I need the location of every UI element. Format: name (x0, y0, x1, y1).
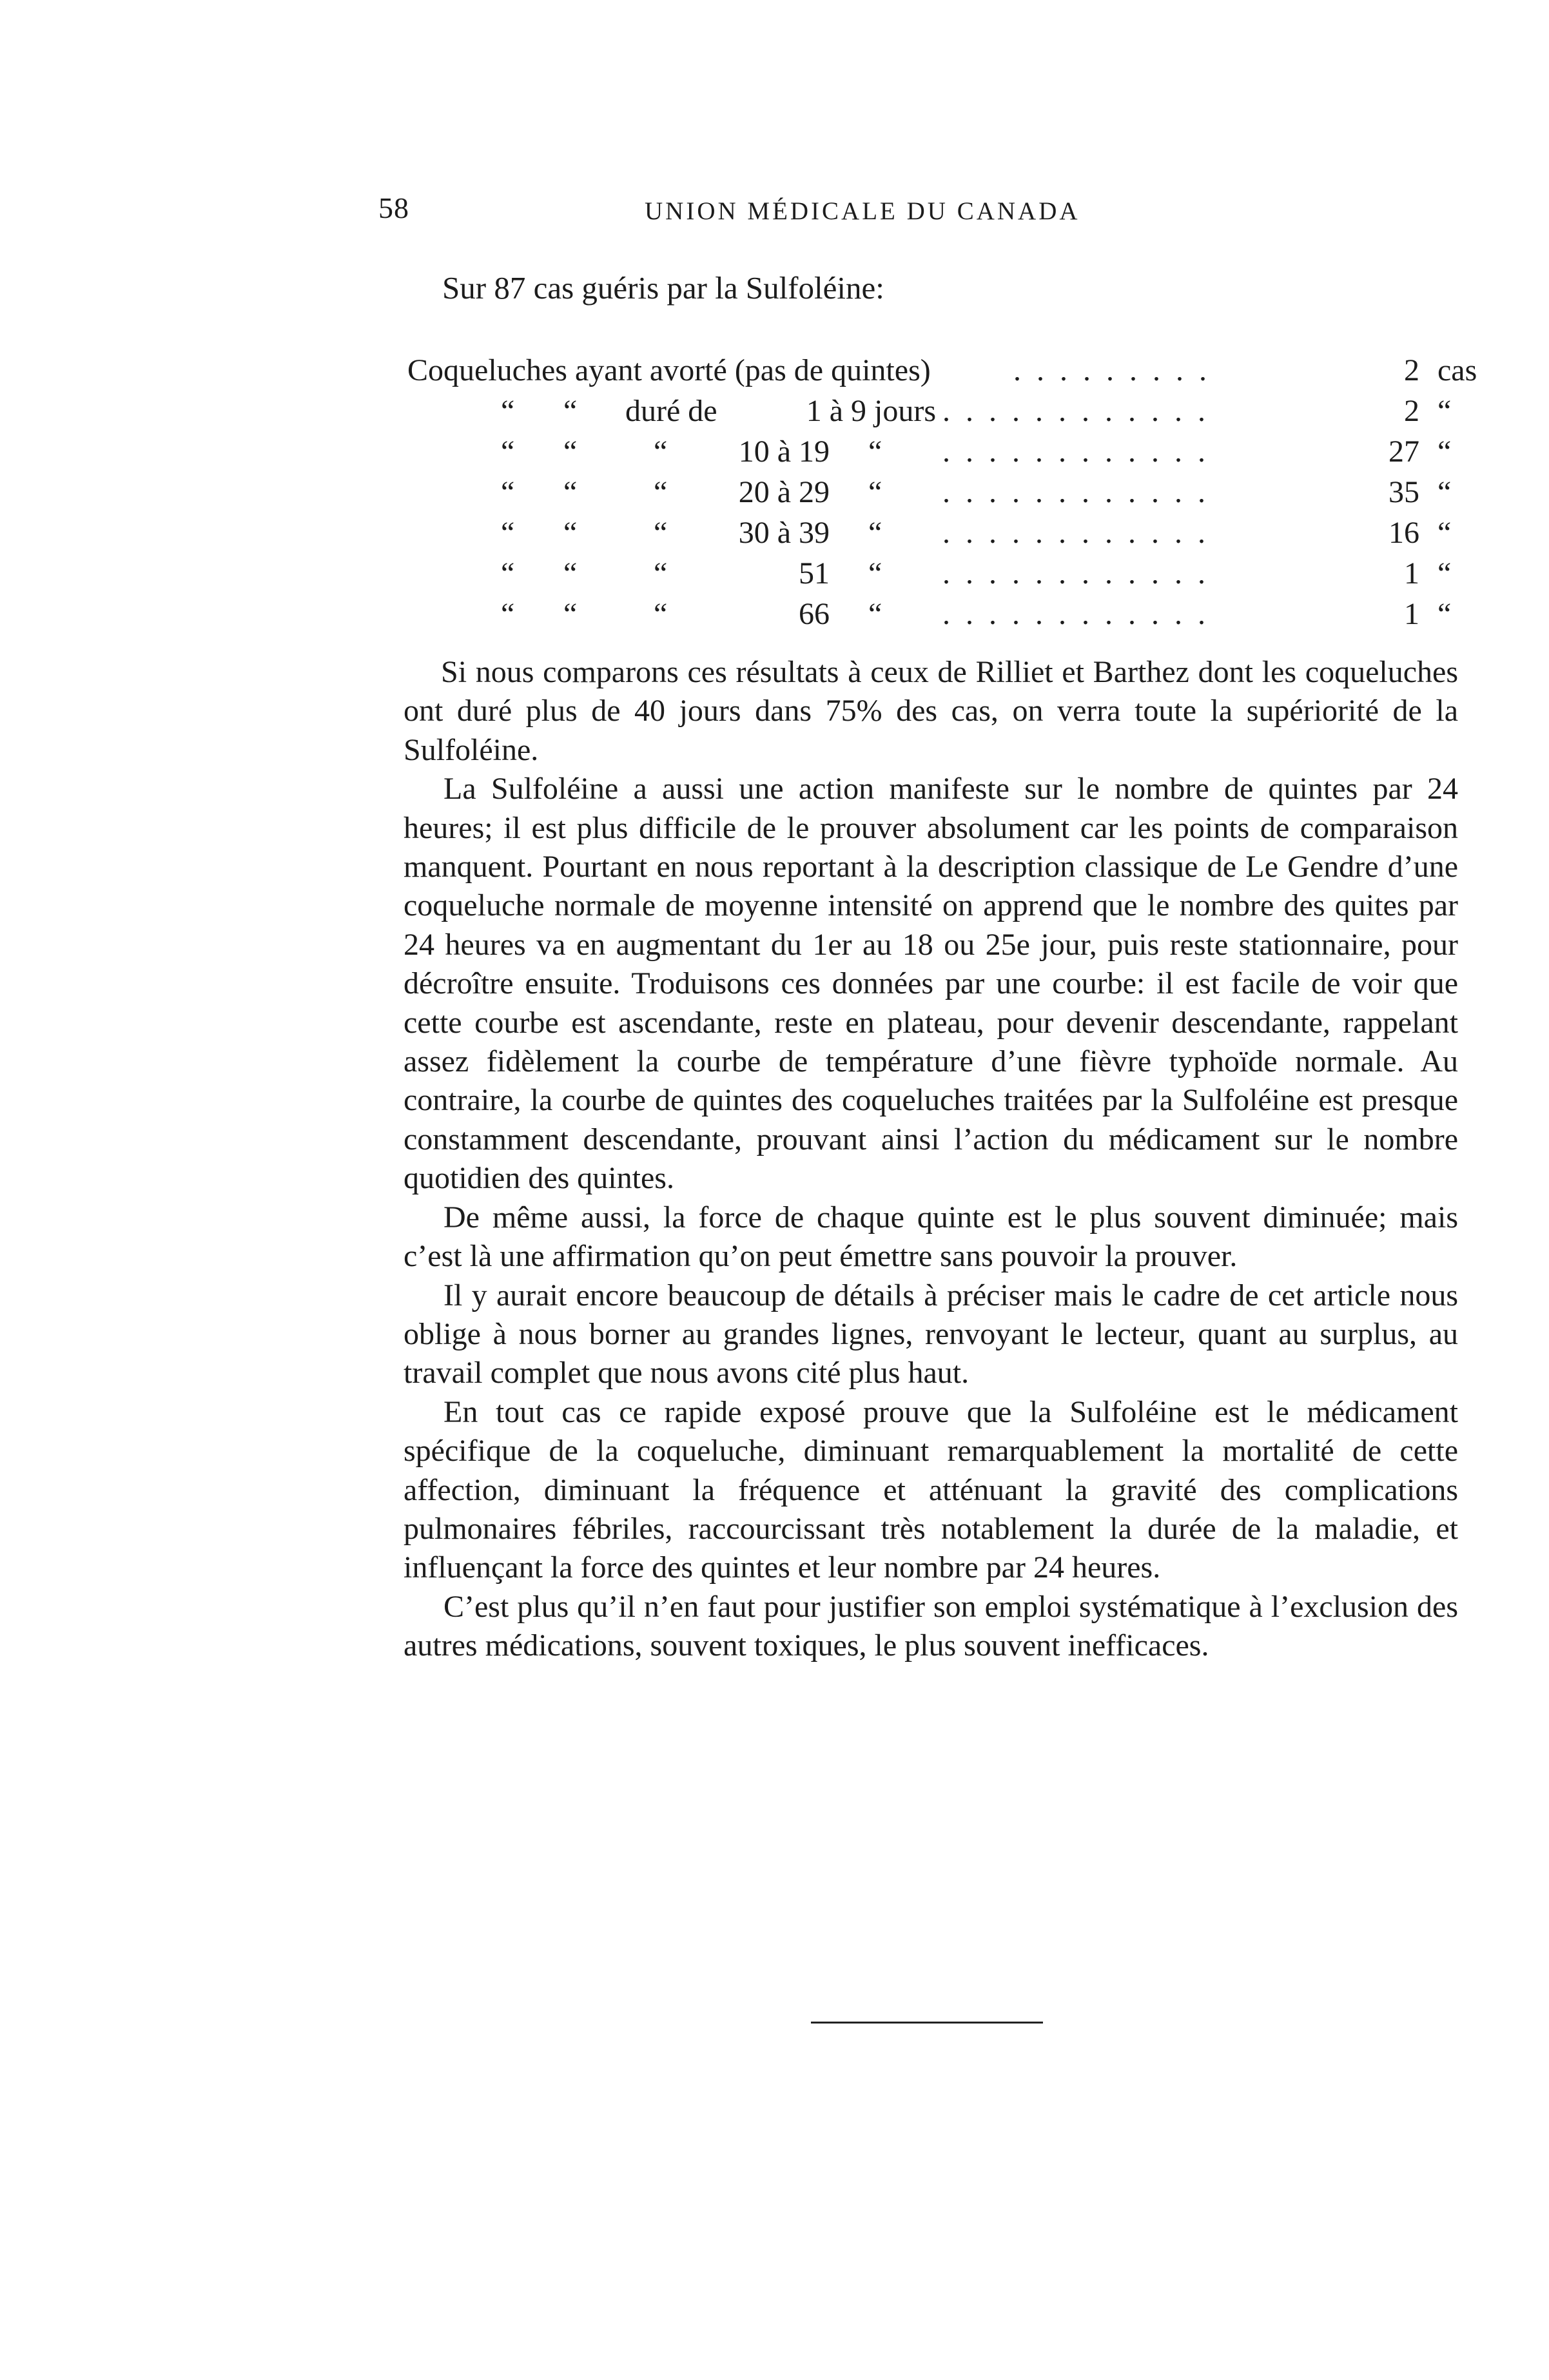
unit-ditto: “ (1437, 597, 1452, 631)
ditto-mark: “ (501, 597, 515, 631)
paragraph: Il y aurait encore beaucoup de détails à préciser mais le cadre de cet article nous oblige à nous borner au grandes lignes, renvoyant le lecteur, quant au surplus, au travail complet que nous avons cité plus haut. (404, 1278, 1458, 1390)
ditto-mark: “ (868, 434, 882, 469)
ditto-mark: “ (868, 556, 882, 590)
ditto-mark: “ (654, 516, 668, 550)
unit-ditto: “ (1437, 475, 1452, 509)
ditto-mark: “ (563, 516, 578, 550)
case-count: 35 (1388, 475, 1419, 509)
tally-row (407, 434, 1465, 474)
unit-label: cas (1437, 353, 1477, 387)
page-number: 58 (378, 191, 409, 224)
duration-range: 51 (799, 556, 830, 590)
ditto-mark: “ (563, 434, 578, 469)
ditto-mark: “ (654, 475, 668, 509)
duration-range: 10 à 19 (738, 434, 830, 469)
leader-dots: . . . . . . . . . . . . (942, 434, 1209, 469)
leader-dots: . . . . . . . . . . . . (942, 556, 1209, 590)
ditto-mark: “ (868, 516, 882, 550)
paragraph: De même aussi, la force de chaque quinte est le plus souvent diminuée; mais c’est là une affirmation qu’on peut émettre sans pouvoir la prouver. (404, 1200, 1458, 1274)
ditto-mark: “ (868, 475, 882, 509)
ditto-mark: “ (501, 556, 515, 590)
case-count: 16 (1388, 516, 1419, 550)
leader-dots: . . . . . . . . . (1013, 353, 1211, 387)
leader-dots: . . . . . . . . . . . . (942, 475, 1209, 509)
tally-intro: Sur 87 cas guéris par la Sulfoléine: (442, 270, 884, 306)
leader-dots: . . . . . . . . . . . . (942, 394, 1209, 428)
paragraph: Si nous comparons ces résultats à ceux de Rilliet et Barthez dont les coqueluches ont duré plus de 40 jours dans 75% des cas, on verra toute la supériorité de la Sulfoléine. (404, 655, 1458, 767)
unit-ditto: “ (1437, 394, 1452, 428)
ditto-mark: “ (654, 556, 668, 590)
tally-row (407, 596, 1465, 637)
ditto-mark: “ (501, 475, 515, 509)
unit-ditto: “ (1437, 516, 1452, 550)
ditto-mark: “ (501, 394, 515, 428)
case-count: 1 (1404, 556, 1419, 590)
case-count: 1 (1404, 597, 1419, 631)
leader-dots: . . . . . . . . . . . . (942, 597, 1209, 631)
case-count: 2 (1404, 353, 1419, 387)
ditto-mark: “ (868, 597, 882, 631)
case-count: 27 (1388, 434, 1419, 469)
ditto-mark: “ (501, 516, 515, 550)
paragraph: En tout cas ce rapide exposé prouve que la Sulfoléine est le médicament spécifique de la coqueluche, diminuant remarquablement la mortalité de cette affection, diminuant la fréquence et atténuant la gravité des complications pulmonaires fébriles, raccourcissant très notablement la durée de la maladie, et influençant la force des quintes et leur nombre par 24 heures. (404, 1394, 1458, 1585)
duration-range: 66 (799, 597, 830, 631)
duration-range: 20 à 29 (738, 475, 830, 509)
unit-ditto: “ (1437, 556, 1452, 590)
end-rule (811, 2022, 1043, 2024)
tally-row (407, 353, 1477, 393)
ditto-mark: “ (563, 556, 578, 590)
duration-range: 1 à 9 jours (806, 394, 936, 428)
paragraph: La Sulfoléine a aussi une action manifeste sur le nombre de quintes par 24 heures; il est plus difficile de le prouver absolument car les points de comparaison manquent. Pourtant en nous reportant à la description classique de Le Gendre d’une coqueluche normale de moyenne intensité on apprend que le nombre des quites par 24 heures va en augmentant du 1er au 18 ou 25e jour, puis reste stationnaire, pour décroître ensuite. Troduisons ces données par une courbe: il est facile de voir que cette courbe est ascendante, reste en plateau, pour devenir descendante, rappelant assez fidèlement la courbe de température d’une fièvre typhoïde normale. Au contraire, la courbe de quintes des coqueluches traitées par la Sulfoléine est presque constamment descendante, prouvant ainsi l’action du médicament sur le nombre quotidien des quintes. (404, 772, 1458, 1196)
case-count: 2 (1404, 394, 1419, 428)
duration-range: 30 à 39 (738, 516, 830, 550)
article-body (404, 653, 1458, 1666)
paragraph: C’est plus qu’il n’en faut pour justifier son emploi systématique à l’exclusion des autres médications, souvent toxiques, le plus souvent inefficaces. (404, 1589, 1458, 1663)
ditto-mark: “ (563, 394, 578, 428)
duration-label: duré de (625, 394, 717, 428)
running-title: UNION MÉDICALE DU CANADA (645, 197, 1080, 225)
ditto-mark: “ (501, 434, 515, 469)
ditto-mark: “ (563, 475, 578, 509)
ditto-mark: “ (654, 597, 668, 631)
tally-row (407, 393, 1465, 434)
tally-row (407, 474, 1465, 515)
leader-dots: . . . . . . . . . . . . (942, 516, 1209, 550)
ditto-mark: “ (654, 434, 668, 469)
tally-row (407, 515, 1465, 556)
tally-table (407, 353, 1477, 637)
row-label: Coqueluches ayant avorté (pas de quintes) (407, 353, 931, 387)
unit-ditto: “ (1437, 434, 1452, 469)
tally-row (407, 556, 1465, 596)
ditto-mark: “ (563, 597, 578, 631)
